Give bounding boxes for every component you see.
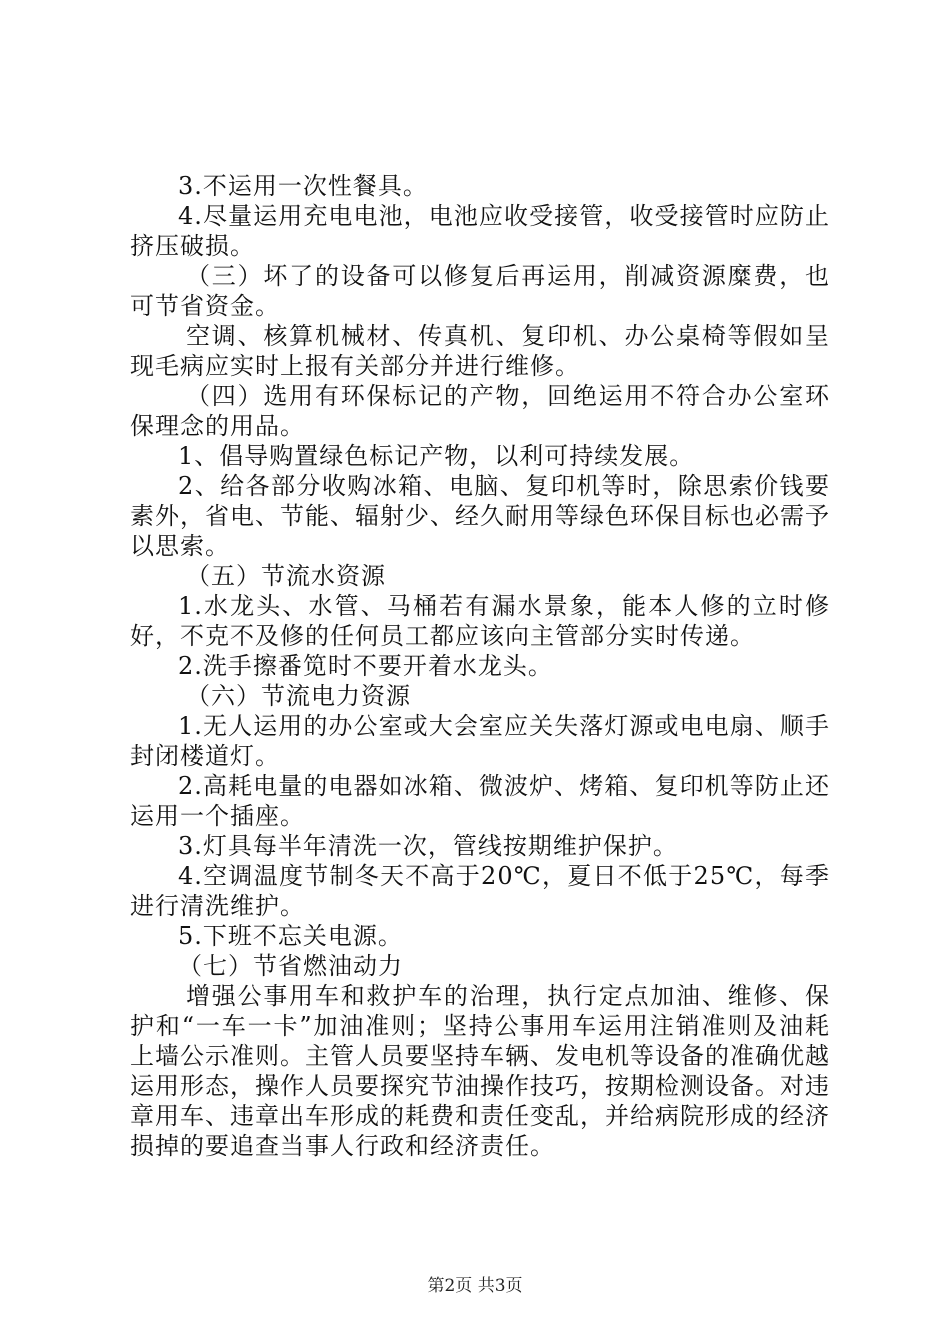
paragraph-10: 2.洗手擦番笕时不要开着水龙头。 [178,652,553,680]
paragraph-18: 增强公事用车和救护车的治理，执行定点加油、维修、保护和“一车一卡”加油准则；坚持公事用车运用注销准则及油耗上墙公示准则。主管人员要坚持车辆、发电机等设备的准确优越运用形态，操作人员要探究节油操作技巧，按期检测设备。对违章用车、违章出车形成的耗费和责任变乱，并给病院形成的经济损掉的要追查当事人行政和经济责任。 [130,982,830,1160]
page-footer: 第2页 共3页 [427,1276,523,1296]
paragraph-9: 1.水龙头、水管、马桶若有漏水景象，能本人修的立时修好，不克不及修的任何员工都应该向主管部分实时传递。 [130,592,830,650]
paragraph-2: 4.尽量运用充电电池，电池应收受接管，收受接管时应防止挤压破损。 [130,202,830,260]
paragraph-14: 3.灯具每半年清洗一次，管线按期维护保护。 [178,832,678,860]
paragraph-1: 3.不运用一次性餐具。 [178,172,428,200]
paragraph-15: 4.空调温度节制冬天不高于20℃，夏日不低于25℃，每季进行清洗维护。 [130,862,830,920]
paragraph-16: 5.下班不忘关电源。 [178,922,403,950]
document-body [130,171,830,1161]
paragraph-4: 空调、核算机械材、传真机、复印机、办公桌椅等假如呈现毛病应实时上报有关部分并进行维修。 [130,322,830,380]
section-heading-5: （五）节流水资源 [186,562,386,590]
section-heading-4: （四）选用有环保标记的产物，回绝运用不符合办公室环保理念的用品。 [130,382,830,440]
section-heading-6: （六）节流电力资源 [186,682,411,710]
paragraph-7: 2、给各部分收购冰箱、电脑、复印机等时，除思索价钱要素外，省电、节能、辐射少、经久耐用等绿色环保目标也必需予以思索。 [130,472,830,560]
section-heading-7: （七）节省燃油动力 [178,952,403,980]
paragraph-6: 1、倡导购置绿色标记产物，以利可持续发展。 [178,442,695,470]
paragraph-12: 1.无人运用的办公室或大会室应关失落灯源或电电扇、顺手封闭楼道灯。 [130,712,830,770]
section-heading-3: （三）坏了的设备可以修复后再运用，削减资源糜费，也可节省资金。 [130,262,830,320]
paragraph-13: 2.高耗电量的电器如冰箱、微波炉、烤箱、复印机等防止还运用一个插座。 [130,772,830,830]
